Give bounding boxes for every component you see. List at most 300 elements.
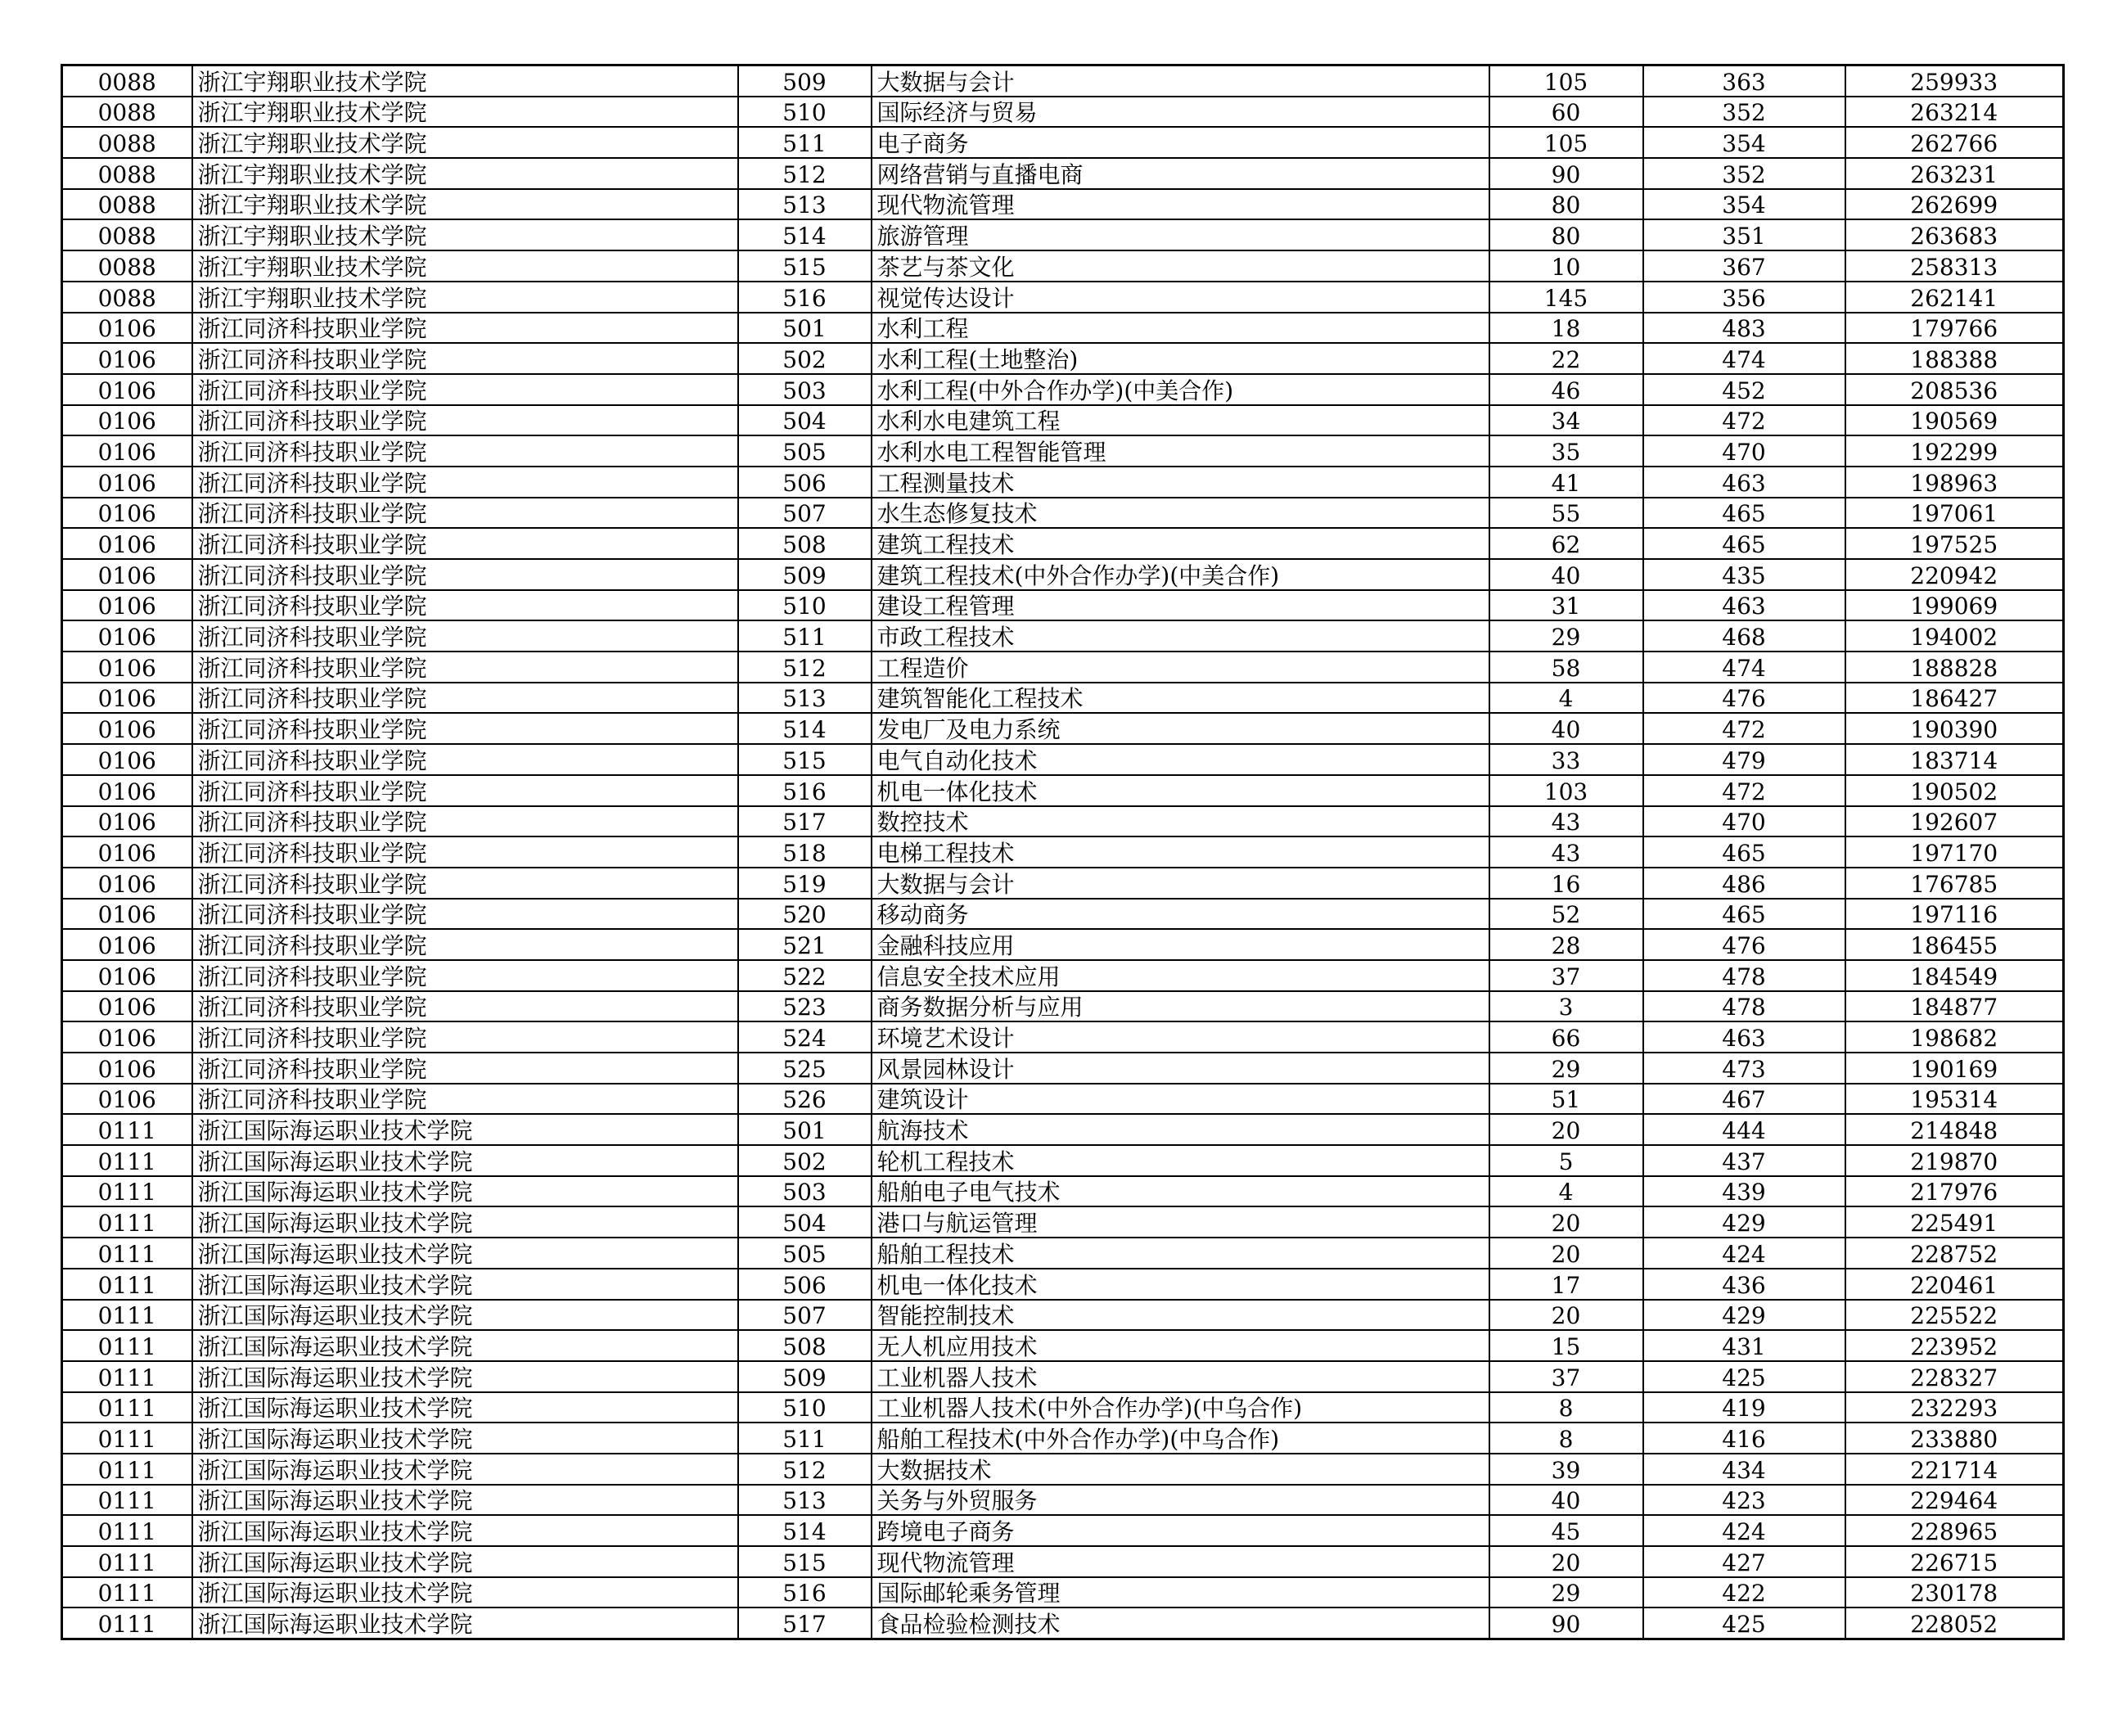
school-name-cell: 浙江同济科技职业学院 [192, 590, 738, 621]
school-code-cell: 0111 [62, 1176, 192, 1207]
table-row [62, 775, 2064, 806]
major-name-cell: 网络营销与直播电商 [872, 158, 1489, 189]
min-score-cell: 465 [1643, 899, 1845, 930]
school-name-cell: 浙江宇翔职业技术学院 [192, 282, 738, 313]
min-rank-cell: 223952 [1845, 1330, 2064, 1361]
min-rank-cell: 197116 [1845, 899, 2064, 930]
school-name-cell: 浙江同济科技职业学院 [192, 991, 738, 1022]
major-name-cell: 水利工程(中外合作办学)(中美合作) [872, 374, 1489, 405]
major-code-cell: 513 [738, 1485, 872, 1516]
plan-count-cell: 3 [1489, 991, 1643, 1022]
table-row [62, 158, 2064, 189]
table-row [62, 620, 2064, 652]
min-score-cell: 465 [1643, 498, 1845, 529]
min-rank-cell: 228327 [1845, 1361, 2064, 1392]
table-row [62, 929, 2064, 960]
major-code-cell: 520 [738, 899, 872, 930]
min-rank-cell: 198682 [1845, 1021, 2064, 1053]
school-name-cell: 浙江国际海运职业技术学院 [192, 1546, 738, 1577]
school-name-cell: 浙江国际海运职业技术学院 [192, 1577, 738, 1608]
min-rank-cell: 179766 [1845, 313, 2064, 344]
plan-count-cell: 18 [1489, 313, 1643, 344]
school-name-cell: 浙江同济科技职业学院 [192, 498, 738, 529]
min-rank-cell: 225522 [1845, 1300, 2064, 1331]
plan-count-cell: 20 [1489, 1238, 1643, 1269]
school-code-cell: 0106 [62, 435, 192, 467]
major-name-cell: 水利工程(土地整治) [872, 343, 1489, 374]
major-code-cell: 514 [738, 1515, 872, 1546]
admission-table [61, 64, 2065, 1640]
min-rank-cell: 188388 [1845, 343, 2064, 374]
plan-count-cell: 28 [1489, 929, 1643, 960]
major-name-cell: 建筑工程技术 [872, 528, 1489, 559]
major-code-cell: 522 [738, 960, 872, 991]
min-score-cell: 467 [1643, 1084, 1845, 1115]
major-code-cell: 516 [738, 1577, 872, 1608]
plan-count-cell: 40 [1489, 1485, 1643, 1516]
major-name-cell: 无人机应用技术 [872, 1330, 1489, 1361]
major-code-cell: 505 [738, 1238, 872, 1269]
min-rank-cell: 219870 [1845, 1145, 2064, 1176]
table-row [62, 590, 2064, 621]
min-score-cell: 479 [1643, 744, 1845, 775]
table-row [62, 806, 2064, 837]
plan-count-cell: 51 [1489, 1084, 1643, 1115]
table-row [62, 498, 2064, 529]
major-name-cell: 工程测量技术 [872, 467, 1489, 498]
major-code-cell: 501 [738, 1114, 872, 1145]
school-name-cell: 浙江国际海运职业技术学院 [192, 1392, 738, 1423]
school-code-cell: 0111 [62, 1515, 192, 1546]
major-name-cell: 市政工程技术 [872, 620, 1489, 652]
table-row [62, 1515, 2064, 1546]
major-name-cell: 信息安全技术应用 [872, 960, 1489, 991]
major-code-cell: 514 [738, 713, 872, 744]
major-name-cell: 建筑智能化工程技术 [872, 683, 1489, 714]
school-name-cell: 浙江国际海运职业技术学院 [192, 1145, 738, 1176]
major-name-cell: 国际邮轮乘务管理 [872, 1577, 1489, 1608]
school-name-cell: 浙江同济科技职业学院 [192, 343, 738, 374]
table-row [62, 467, 2064, 498]
table-row [62, 1021, 2064, 1053]
min-score-cell: 483 [1643, 313, 1845, 344]
plan-count-cell: 8 [1489, 1392, 1643, 1423]
school-code-cell: 0088 [62, 189, 192, 220]
school-code-cell: 0111 [62, 1577, 192, 1608]
school-name-cell: 浙江国际海运职业技术学院 [192, 1269, 738, 1300]
school-name-cell: 浙江宇翔职业技术学院 [192, 219, 738, 250]
major-code-cell: 519 [738, 868, 872, 899]
school-code-cell: 0111 [62, 1361, 192, 1392]
major-code-cell: 512 [738, 158, 872, 189]
plan-count-cell: 60 [1489, 97, 1643, 128]
min-rank-cell: 184877 [1845, 991, 2064, 1022]
school-code-cell: 0111 [62, 1607, 192, 1639]
table-row [62, 1361, 2064, 1392]
min-rank-cell: 228752 [1845, 1238, 2064, 1269]
min-score-cell: 352 [1643, 158, 1845, 189]
major-name-cell: 大数据与会计 [872, 868, 1489, 899]
table-row [62, 1607, 2064, 1639]
school-name-cell: 浙江同济科技职业学院 [192, 960, 738, 991]
min-score-cell: 470 [1643, 806, 1845, 837]
plan-count-cell: 20 [1489, 1114, 1643, 1145]
plan-count-cell: 62 [1489, 528, 1643, 559]
major-code-cell: 524 [738, 1021, 872, 1053]
school-code-cell: 0111 [62, 1206, 192, 1238]
plan-count-cell: 37 [1489, 960, 1643, 991]
major-name-cell: 金融科技应用 [872, 929, 1489, 960]
major-name-cell: 旅游管理 [872, 219, 1489, 250]
min-score-cell: 470 [1643, 435, 1845, 467]
min-score-cell: 425 [1643, 1361, 1845, 1392]
table-row [62, 189, 2064, 220]
major-code-cell: 513 [738, 189, 872, 220]
school-name-cell: 浙江国际海运职业技术学院 [192, 1206, 738, 1238]
min-score-cell: 463 [1643, 467, 1845, 498]
major-name-cell: 现代物流管理 [872, 1546, 1489, 1577]
school-name-cell: 浙江同济科技职业学院 [192, 313, 738, 344]
plan-count-cell: 5 [1489, 1145, 1643, 1176]
min-score-cell: 465 [1643, 528, 1845, 559]
min-rank-cell: 229464 [1845, 1485, 2064, 1516]
school-name-cell: 浙江同济科技职业学院 [192, 1021, 738, 1053]
school-code-cell: 0106 [62, 899, 192, 930]
major-name-cell: 国际经济与贸易 [872, 97, 1489, 128]
major-code-cell: 516 [738, 775, 872, 806]
major-name-cell: 船舶电子电气技术 [872, 1176, 1489, 1207]
min-score-cell: 416 [1643, 1423, 1845, 1454]
school-code-cell: 0106 [62, 1084, 192, 1115]
major-name-cell: 船舶工程技术(中外合作办学)(中乌合作) [872, 1423, 1489, 1454]
school-name-cell: 浙江宇翔职业技术学院 [192, 65, 738, 97]
school-code-cell: 0088 [62, 250, 192, 282]
plan-count-cell: 20 [1489, 1206, 1643, 1238]
min-score-cell: 472 [1643, 713, 1845, 744]
major-name-cell: 轮机工程技术 [872, 1145, 1489, 1176]
min-rank-cell: 199069 [1845, 590, 2064, 621]
min-rank-cell: 186455 [1845, 929, 2064, 960]
major-code-cell: 509 [738, 1361, 872, 1392]
min-rank-cell: 195314 [1845, 1084, 2064, 1115]
min-score-cell: 472 [1643, 775, 1845, 806]
plan-count-cell: 4 [1489, 683, 1643, 714]
plan-count-cell: 58 [1489, 652, 1643, 683]
min-rank-cell: 263214 [1845, 97, 2064, 128]
school-code-cell: 0111 [62, 1238, 192, 1269]
min-rank-cell: 228965 [1845, 1515, 2064, 1546]
plan-count-cell: 105 [1489, 127, 1643, 158]
table-row [62, 250, 2064, 282]
min-rank-cell: 176785 [1845, 868, 2064, 899]
plan-count-cell: 8 [1489, 1423, 1643, 1454]
major-code-cell: 521 [738, 929, 872, 960]
min-score-cell: 434 [1643, 1454, 1845, 1485]
school-name-cell: 浙江同济科技职业学院 [192, 435, 738, 467]
table-row [62, 1053, 2064, 1084]
major-name-cell: 工业机器人技术 [872, 1361, 1489, 1392]
school-code-cell: 0106 [62, 374, 192, 405]
plan-count-cell: 31 [1489, 590, 1643, 621]
school-name-cell: 浙江同济科技职业学院 [192, 620, 738, 652]
school-code-cell: 0106 [62, 313, 192, 344]
table-row [62, 1577, 2064, 1608]
school-name-cell: 浙江宇翔职业技术学院 [192, 158, 738, 189]
plan-count-cell: 40 [1489, 559, 1643, 590]
school-name-cell: 浙江同济科技职业学院 [192, 836, 738, 868]
major-code-cell: 504 [738, 1206, 872, 1238]
major-code-cell: 509 [738, 65, 872, 97]
school-code-cell: 0088 [62, 282, 192, 313]
major-name-cell: 电梯工程技术 [872, 836, 1489, 868]
school-name-cell: 浙江国际海运职业技术学院 [192, 1176, 738, 1207]
school-name-cell: 浙江同济科技职业学院 [192, 713, 738, 744]
min-score-cell: 463 [1643, 590, 1845, 621]
school-code-cell: 0106 [62, 683, 192, 714]
major-name-cell: 建筑设计 [872, 1084, 1489, 1115]
table-row [62, 374, 2064, 405]
min-rank-cell: 184549 [1845, 960, 2064, 991]
min-rank-cell: 186427 [1845, 683, 2064, 714]
school-code-cell: 0106 [62, 1053, 192, 1084]
major-code-cell: 510 [738, 590, 872, 621]
table-row [62, 1238, 2064, 1269]
table-row [62, 343, 2064, 374]
major-name-cell: 现代物流管理 [872, 189, 1489, 220]
school-name-cell: 浙江同济科技职业学院 [192, 467, 738, 498]
major-code-cell: 515 [738, 744, 872, 775]
table-body [62, 65, 2064, 1639]
school-code-cell: 0111 [62, 1269, 192, 1300]
school-name-cell: 浙江同济科技职业学院 [192, 1084, 738, 1115]
plan-count-cell: 35 [1489, 435, 1643, 467]
school-code-cell: 0111 [62, 1454, 192, 1485]
table-row [62, 1300, 2064, 1331]
major-code-cell: 511 [738, 127, 872, 158]
table-row [62, 127, 2064, 158]
major-name-cell: 移动商务 [872, 899, 1489, 930]
school-name-cell: 浙江宇翔职业技术学院 [192, 127, 738, 158]
plan-count-cell: 16 [1489, 868, 1643, 899]
min-rank-cell: 262766 [1845, 127, 2064, 158]
major-code-cell: 503 [738, 1176, 872, 1207]
major-name-cell: 航海技术 [872, 1114, 1489, 1145]
major-name-cell: 关务与外贸服务 [872, 1485, 1489, 1516]
school-name-cell: 浙江国际海运职业技术学院 [192, 1485, 738, 1516]
min-score-cell: 463 [1643, 1021, 1845, 1053]
major-code-cell: 506 [738, 467, 872, 498]
school-code-cell: 0106 [62, 652, 192, 683]
min-score-cell: 435 [1643, 559, 1845, 590]
major-code-cell: 516 [738, 282, 872, 313]
plan-count-cell: 80 [1489, 189, 1643, 220]
major-code-cell: 513 [738, 683, 872, 714]
min-rank-cell: 208536 [1845, 374, 2064, 405]
min-score-cell: 431 [1643, 1330, 1845, 1361]
school-code-cell: 0106 [62, 960, 192, 991]
major-name-cell: 工业机器人技术(中外合作办学)(中乌合作) [872, 1392, 1489, 1423]
min-rank-cell: 190169 [1845, 1053, 2064, 1084]
major-code-cell: 515 [738, 250, 872, 282]
school-code-cell: 0111 [62, 1145, 192, 1176]
major-code-cell: 502 [738, 1145, 872, 1176]
min-score-cell: 425 [1643, 1607, 1845, 1639]
major-code-cell: 517 [738, 806, 872, 837]
school-code-cell: 0106 [62, 590, 192, 621]
table-row [62, 282, 2064, 313]
major-code-cell: 518 [738, 836, 872, 868]
school-name-cell: 浙江同济科技职业学院 [192, 775, 738, 806]
major-code-cell: 515 [738, 1546, 872, 1577]
table-row [62, 1330, 2064, 1361]
table-row [62, 1423, 2064, 1454]
school-code-cell: 0106 [62, 713, 192, 744]
school-code-cell: 0111 [62, 1546, 192, 1577]
school-code-cell: 0106 [62, 620, 192, 652]
min-rank-cell: 194002 [1845, 620, 2064, 652]
min-score-cell: 424 [1643, 1515, 1845, 1546]
major-code-cell: 503 [738, 374, 872, 405]
major-name-cell: 水生态修复技术 [872, 498, 1489, 529]
min-rank-cell: 197061 [1845, 498, 2064, 529]
plan-count-cell: 15 [1489, 1330, 1643, 1361]
table-row [62, 1546, 2064, 1577]
table-row [62, 683, 2064, 714]
min-rank-cell: 225491 [1845, 1206, 2064, 1238]
min-score-cell: 429 [1643, 1300, 1845, 1331]
school-code-cell: 0106 [62, 929, 192, 960]
major-code-cell: 508 [738, 1330, 872, 1361]
min-score-cell: 437 [1643, 1145, 1845, 1176]
major-code-cell: 514 [738, 219, 872, 250]
school-name-cell: 浙江宇翔职业技术学院 [192, 189, 738, 220]
min-rank-cell: 190390 [1845, 713, 2064, 744]
min-rank-cell: 263683 [1845, 219, 2064, 250]
school-name-cell: 浙江同济科技职业学院 [192, 683, 738, 714]
major-code-cell: 505 [738, 435, 872, 467]
major-code-cell: 506 [738, 1269, 872, 1300]
school-code-cell: 0106 [62, 744, 192, 775]
major-name-cell: 环境艺术设计 [872, 1021, 1489, 1053]
major-code-cell: 510 [738, 97, 872, 128]
major-code-cell: 526 [738, 1084, 872, 1115]
plan-count-cell: 66 [1489, 1021, 1643, 1053]
min-score-cell: 474 [1643, 652, 1845, 683]
major-name-cell: 智能控制技术 [872, 1300, 1489, 1331]
plan-count-cell: 22 [1489, 343, 1643, 374]
plan-count-cell: 37 [1489, 1361, 1643, 1392]
school-code-cell: 0088 [62, 97, 192, 128]
plan-count-cell: 10 [1489, 250, 1643, 282]
major-code-cell: 507 [738, 498, 872, 529]
min-rank-cell: 262141 [1845, 282, 2064, 313]
major-code-cell: 512 [738, 652, 872, 683]
min-rank-cell: 221714 [1845, 1454, 2064, 1485]
school-name-cell: 浙江宇翔职业技术学院 [192, 97, 738, 128]
major-code-cell: 517 [738, 1607, 872, 1639]
plan-count-cell: 40 [1489, 713, 1643, 744]
table-row [62, 1485, 2064, 1516]
major-name-cell: 港口与航运管理 [872, 1206, 1489, 1238]
min-rank-cell: 220461 [1845, 1269, 2064, 1300]
school-name-cell: 浙江宇翔职业技术学院 [192, 250, 738, 282]
school-code-cell: 0106 [62, 1021, 192, 1053]
school-name-cell: 浙江同济科技职业学院 [192, 744, 738, 775]
school-code-cell: 0106 [62, 528, 192, 559]
min-score-cell: 354 [1643, 127, 1845, 158]
min-score-cell: 427 [1643, 1546, 1845, 1577]
min-score-cell: 452 [1643, 374, 1845, 405]
school-name-cell: 浙江国际海运职业技术学院 [192, 1238, 738, 1269]
school-name-cell: 浙江国际海运职业技术学院 [192, 1330, 738, 1361]
major-code-cell: 510 [738, 1392, 872, 1423]
major-name-cell: 建设工程管理 [872, 590, 1489, 621]
school-code-cell: 0111 [62, 1423, 192, 1454]
major-name-cell: 工程造价 [872, 652, 1489, 683]
plan-count-cell: 90 [1489, 158, 1643, 189]
major-name-cell: 电子商务 [872, 127, 1489, 158]
plan-count-cell: 29 [1489, 620, 1643, 652]
min-score-cell: 354 [1643, 189, 1845, 220]
major-code-cell: 501 [738, 313, 872, 344]
school-code-cell: 0111 [62, 1330, 192, 1361]
min-score-cell: 476 [1643, 683, 1845, 714]
min-score-cell: 486 [1643, 868, 1845, 899]
plan-count-cell: 145 [1489, 282, 1643, 313]
major-name-cell: 水利水电工程智能管理 [872, 435, 1489, 467]
min-rank-cell: 228052 [1845, 1607, 2064, 1639]
plan-count-cell: 80 [1489, 219, 1643, 250]
table-row [62, 219, 2064, 250]
major-name-cell: 风景园林设计 [872, 1053, 1489, 1084]
major-code-cell: 509 [738, 559, 872, 590]
major-code-cell: 508 [738, 528, 872, 559]
table-row [62, 1392, 2064, 1423]
school-name-cell: 浙江国际海运职业技术学院 [192, 1454, 738, 1485]
min-score-cell: 422 [1643, 1577, 1845, 1608]
table-row [62, 435, 2064, 467]
plan-count-cell: 29 [1489, 1053, 1643, 1084]
table-row [62, 744, 2064, 775]
min-score-cell: 363 [1643, 65, 1845, 97]
major-name-cell: 机电一体化技术 [872, 775, 1489, 806]
major-name-cell: 大数据技术 [872, 1454, 1489, 1485]
plan-count-cell: 34 [1489, 405, 1643, 436]
plan-count-cell: 103 [1489, 775, 1643, 806]
school-code-cell: 0106 [62, 806, 192, 837]
min-score-cell: 423 [1643, 1485, 1845, 1516]
major-code-cell: 502 [738, 343, 872, 374]
major-code-cell: 523 [738, 991, 872, 1022]
major-name-cell: 建筑工程技术(中外合作办学)(中美合作) [872, 559, 1489, 590]
plan-count-cell: 29 [1489, 1577, 1643, 1608]
major-name-cell: 视觉传达设计 [872, 282, 1489, 313]
plan-count-cell: 55 [1489, 498, 1643, 529]
table-row [62, 1206, 2064, 1238]
school-code-cell: 0106 [62, 467, 192, 498]
school-code-cell: 0111 [62, 1392, 192, 1423]
school-code-cell: 0106 [62, 868, 192, 899]
min-score-cell: 478 [1643, 960, 1845, 991]
school-name-cell: 浙江国际海运职业技术学院 [192, 1300, 738, 1331]
min-rank-cell: 258313 [1845, 250, 2064, 282]
plan-count-cell: 33 [1489, 744, 1643, 775]
school-code-cell: 0111 [62, 1485, 192, 1516]
school-name-cell: 浙江同济科技职业学院 [192, 374, 738, 405]
min-score-cell: 465 [1643, 836, 1845, 868]
major-name-cell: 水利工程 [872, 313, 1489, 344]
major-code-cell: 511 [738, 1423, 872, 1454]
